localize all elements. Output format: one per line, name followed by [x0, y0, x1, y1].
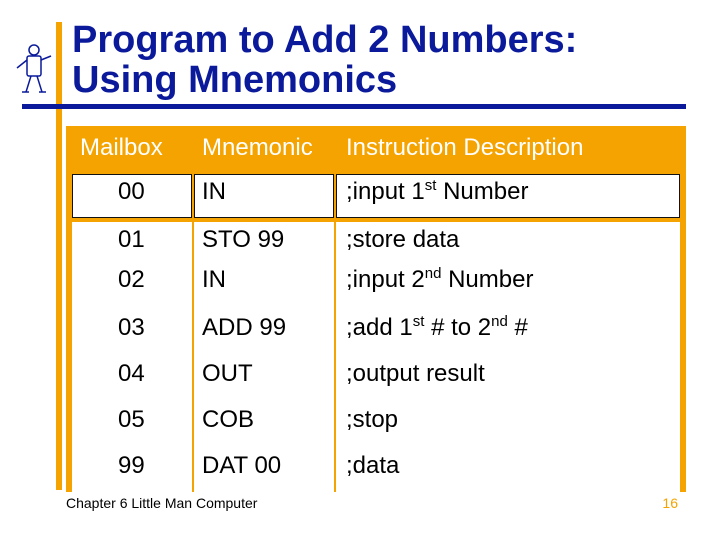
description-cell: ;stop: [346, 406, 399, 433]
description-cell: ;add 1st # to 2nd #: [346, 313, 528, 341]
mnemonic-table: [66, 126, 686, 492]
page-number: 16: [662, 495, 678, 511]
description-cell: ;data: [346, 452, 400, 479]
robot-figure-icon: [14, 42, 54, 98]
title-underline: [22, 104, 686, 109]
title-line-1: Program to Add 2 Numbers:: [72, 19, 578, 61]
description-cell: ;store data: [346, 226, 460, 253]
mnemonic-cell: IN: [202, 178, 226, 205]
mailbox-cell: 03: [118, 314, 145, 341]
mailbox-cell: 05: [118, 406, 145, 433]
header-mailbox: Mailbox: [80, 134, 163, 161]
slide-title: [72, 20, 577, 100]
description-cell: ;input 2nd Number: [346, 265, 534, 293]
mnemonic-cell: IN: [202, 266, 226, 293]
description-cell: ;input 1st Number: [346, 177, 529, 205]
header-description: Instruction Description: [346, 134, 584, 161]
mailbox-cell: 01: [118, 226, 145, 253]
accent-bar: [56, 22, 62, 490]
mnemonic-cell: ADD 99: [202, 314, 287, 341]
mailbox-cell: 02: [118, 266, 145, 293]
mailbox-cell: 99: [118, 452, 145, 479]
description-cell: ;output result: [346, 360, 485, 387]
mailbox-cell: 00: [118, 178, 145, 205]
title-line-2: Using Mnemonics: [72, 59, 398, 101]
mnemonic-cell: STO 99: [202, 226, 285, 253]
slide-footer: Chapter 6 Little Man Computer: [66, 495, 258, 511]
mnemonic-cell: OUT: [202, 360, 253, 387]
table-header: [66, 126, 686, 170]
mnemonic-cell: COB: [202, 406, 255, 433]
header-mnemonic: Mnemonic: [202, 134, 313, 161]
mailbox-cell: 04: [118, 360, 145, 387]
mnemonic-cell: DAT 00: [202, 452, 282, 479]
